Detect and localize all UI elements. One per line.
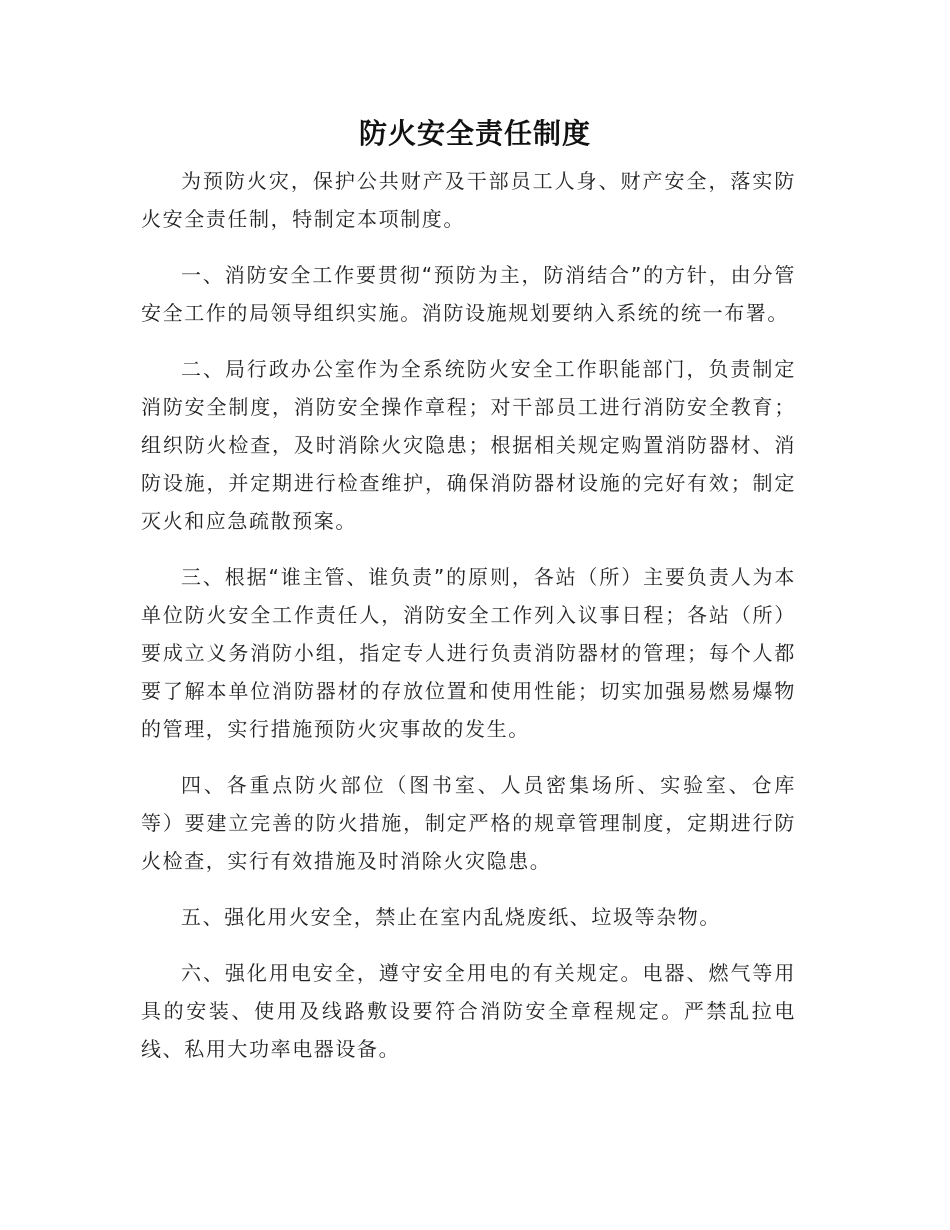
- article-6-paragraph: 六、强化用电安全，遵守安全用电的有关规定。电器、燃气等用具的安装、使用及线路敷设要符合消防安全章程规定。严禁乱拉电线、私用大功率电器设备。: [141, 961, 796, 1061]
- article-3-paragraph: 三、根据“谁主管、谁负责”的原则，各站（所）主要负责人为本单位防火安全工作责任人，消防安全工作列入议事日程；各站（所）要成立义务消防小组，指定专人进行负责消防器材的管理；每个人都要了解本单位消防器材的存放位置和使用性能；切实加强易燃易爆物的管理，实行措施预防火灾事故的发生。: [141, 565, 796, 741]
- document-title: 防火安全责任制度: [358, 117, 591, 150]
- article-1-paragraph: 一、消防安全工作要贯彻“预防为主，防消结合”的方针，由分管安全工作的局领导组织实施。消防设施规划要纳入系统的统一布署。: [141, 263, 796, 325]
- article-4-paragraph: 四、各重点防火部位（图书室、人员密集场所、实验室、仓库等）要建立完善的防火措施，制定严格的规章管理制度，定期进行防火检查，实行有效措施及时消除火灾隐患。: [141, 773, 796, 873]
- article-5-paragraph: 五、强化用火安全，禁止在室内乱烧废纸、垃圾等杂物。: [181, 905, 721, 929]
- document-body: [141, 162, 796, 1086]
- article-2-paragraph: 二、局行政办公室作为全系统防火安全工作职能部门，负责制定消防安全制度，消防安全操作章程；对干部员工进行消防安全教育；组织防火检查，及时消除火灾隐患；根据相关规定购置消防器材、消防设施，并定期进行检查维护，确保消防器材设施的完好有效；制定灭火和应急疏散预案。: [141, 357, 796, 533]
- intro-paragraph: 为预防火灾，保护公共财产及干部员工人身、财产安全，落实防火安全责任制，特制定本项制度。: [141, 169, 796, 231]
